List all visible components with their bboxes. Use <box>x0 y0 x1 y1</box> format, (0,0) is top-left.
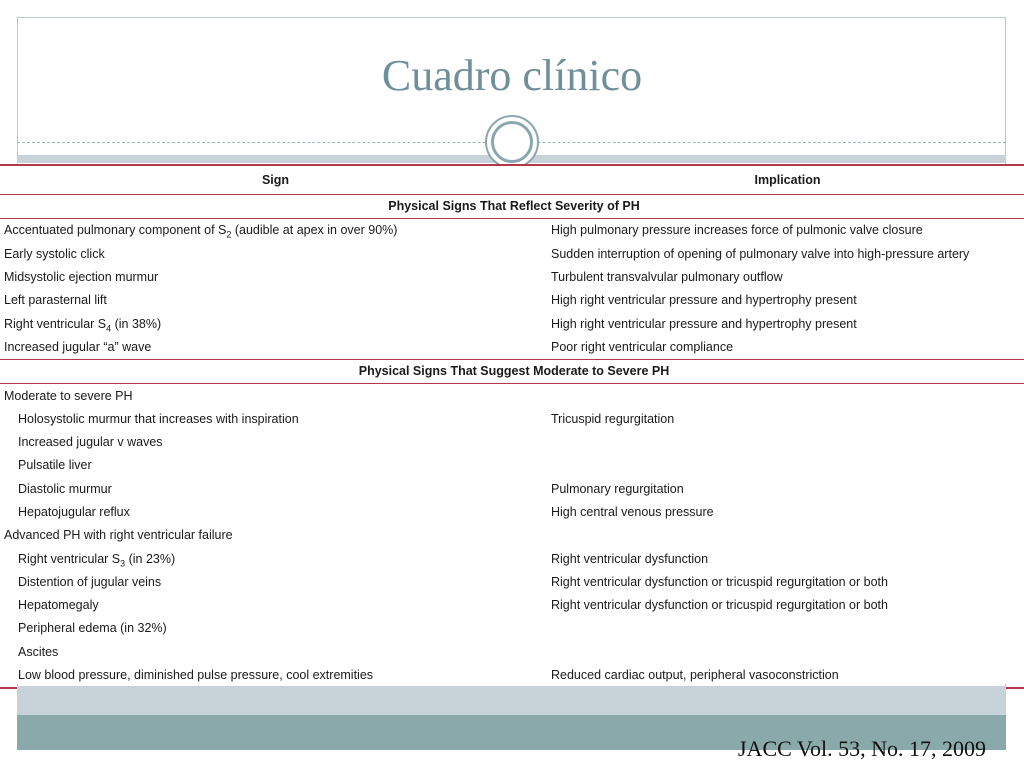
sign-cell <box>0 219 547 243</box>
table-row <box>0 266 1024 289</box>
sign-cell <box>0 408 547 431</box>
sign-text: Hepatomegaly <box>18 598 99 613</box>
sign-cell <box>0 289 547 312</box>
table-row <box>0 501 1024 524</box>
implication-cell: Poor right ventricular compliance <box>551 339 734 354</box>
sign-text: Increased jugular v waves <box>18 435 163 450</box>
table-row <box>0 617 1024 640</box>
sign-subscript: 2 <box>226 229 232 240</box>
implication-cell: Turbulent transvalvular pulmonary outflow <box>551 270 783 285</box>
signs-table <box>0 164 1024 689</box>
sign-text: Accentuated pulmonary component of S <box>4 223 227 238</box>
sign-text: Right ventricular S <box>4 316 107 331</box>
sign-text: Early systolic click <box>4 246 105 261</box>
section-heading-row <box>0 195 1024 219</box>
sign-cell <box>0 312 547 335</box>
implication-cell <box>547 641 1024 664</box>
sign-cell <box>0 266 547 289</box>
table-row <box>0 431 1024 454</box>
sign-text: Moderate to severe PH <box>4 388 133 403</box>
table-row <box>0 454 1024 477</box>
implication-cell <box>547 454 1024 477</box>
table-row <box>0 312 1024 335</box>
sign-cell <box>0 617 547 640</box>
sign-text-after: (audible at apex in over 90%) <box>231 223 398 238</box>
table-row <box>0 524 1024 547</box>
implication-cell: Right ventricular dysfunction or tricuspid regurgitation or both <box>551 598 888 613</box>
signs-table-container <box>0 164 1024 684</box>
table-row <box>0 478 1024 501</box>
divider-ring-ornament <box>485 115 539 169</box>
table-header-row <box>0 165 1024 195</box>
sign-text-after: (in 23%) <box>125 551 176 566</box>
section-heading: Physical Signs That Reflect Severity of PH <box>0 195 1024 219</box>
divider-ring-inner <box>491 121 533 163</box>
sign-text: Left parasternal lift <box>4 293 107 308</box>
sign-text: Hepatojugular reflux <box>18 505 130 519</box>
sign-text: Diastolic murmur <box>18 481 112 496</box>
sign-cell <box>0 243 547 266</box>
implication-cell <box>547 617 1024 640</box>
sign-text: Distention of jugular veins <box>18 574 162 589</box>
table-body <box>0 195 1024 689</box>
sign-cell <box>0 547 547 570</box>
footer-band-light <box>17 686 1006 715</box>
implication-cell: Tricuspid regurgitation <box>551 411 675 426</box>
sign-cell <box>0 454 547 477</box>
sign-cell <box>0 336 547 360</box>
table-row <box>0 571 1024 594</box>
table-row <box>0 219 1024 243</box>
table-row <box>0 664 1024 688</box>
table-row <box>0 384 1024 408</box>
sign-subscript: 3 <box>120 558 126 569</box>
table-row <box>0 289 1024 312</box>
sign-cell <box>0 664 547 688</box>
implication-cell: High right ventricular pressure and hypertrophy present <box>551 293 857 308</box>
implication-cell: Right ventricular dysfunction or tricuspid regurgitation or both <box>551 574 888 589</box>
sign-text: Holosystolic murmur that increases with inspiration <box>18 411 299 426</box>
citation: JACC Vol. 53, No. 17, 2009 <box>738 736 986 761</box>
table-row <box>0 408 1024 431</box>
sign-cell <box>0 571 547 594</box>
sign-cell <box>0 524 547 547</box>
table-row <box>0 547 1024 570</box>
sign-text-after: (in 38%) <box>111 316 162 331</box>
sign-text: Low blood pressure, diminished pulse pressure, cool extremities <box>18 668 374 683</box>
table-row <box>0 243 1024 266</box>
sign-cell <box>0 594 547 617</box>
sign-cell <box>0 641 547 664</box>
section-heading-row <box>0 360 1024 384</box>
sign-text: Peripheral edema (in 32%) <box>18 621 167 636</box>
implication-cell <box>547 524 1024 547</box>
sign-cell <box>0 478 547 501</box>
sign-subscript: 4 <box>106 323 112 334</box>
implication-cell <box>547 384 1024 408</box>
sign-cell <box>0 501 547 524</box>
sign-cell <box>0 384 547 408</box>
table-row <box>0 594 1024 617</box>
implication-cell: Pulmonary regurgitation <box>551 481 684 496</box>
sign-text: Ascites <box>18 644 59 659</box>
implication-cell: High pulmonary pressure increases force of pulmonic valve closure <box>551 223 923 238</box>
sign-text: Pulsatile liver <box>18 458 92 473</box>
sign-text: Midsystolic ejection murmur <box>4 270 159 285</box>
implication-cell: Sudden interruption of opening of pulmonary valve into high-pressure artery <box>551 246 970 261</box>
implication-cell: Right ventricular dysfunction <box>551 551 709 566</box>
implication-cell: High central venous pressure <box>551 505 714 519</box>
table-row <box>0 336 1024 360</box>
sign-text: Right ventricular S <box>18 551 121 566</box>
header-sign: Sign <box>0 165 547 195</box>
sign-text: Advanced PH with right ventricular failure <box>4 528 233 543</box>
implication-cell: Reduced cardiac output, peripheral vasoconstriction <box>547 664 1024 688</box>
table-row <box>0 641 1024 664</box>
sign-text: Increased jugular “a” wave <box>4 339 152 354</box>
header-implication: Implication <box>547 165 1024 195</box>
sign-cell <box>0 431 547 454</box>
section-heading: Physical Signs That Suggest Moderate to Severe PH <box>0 360 1024 384</box>
implication-cell: High right ventricular pressure and hypertrophy present <box>551 316 857 331</box>
slide-title: Cuadro clínico <box>381 51 643 100</box>
implication-cell <box>547 431 1024 454</box>
